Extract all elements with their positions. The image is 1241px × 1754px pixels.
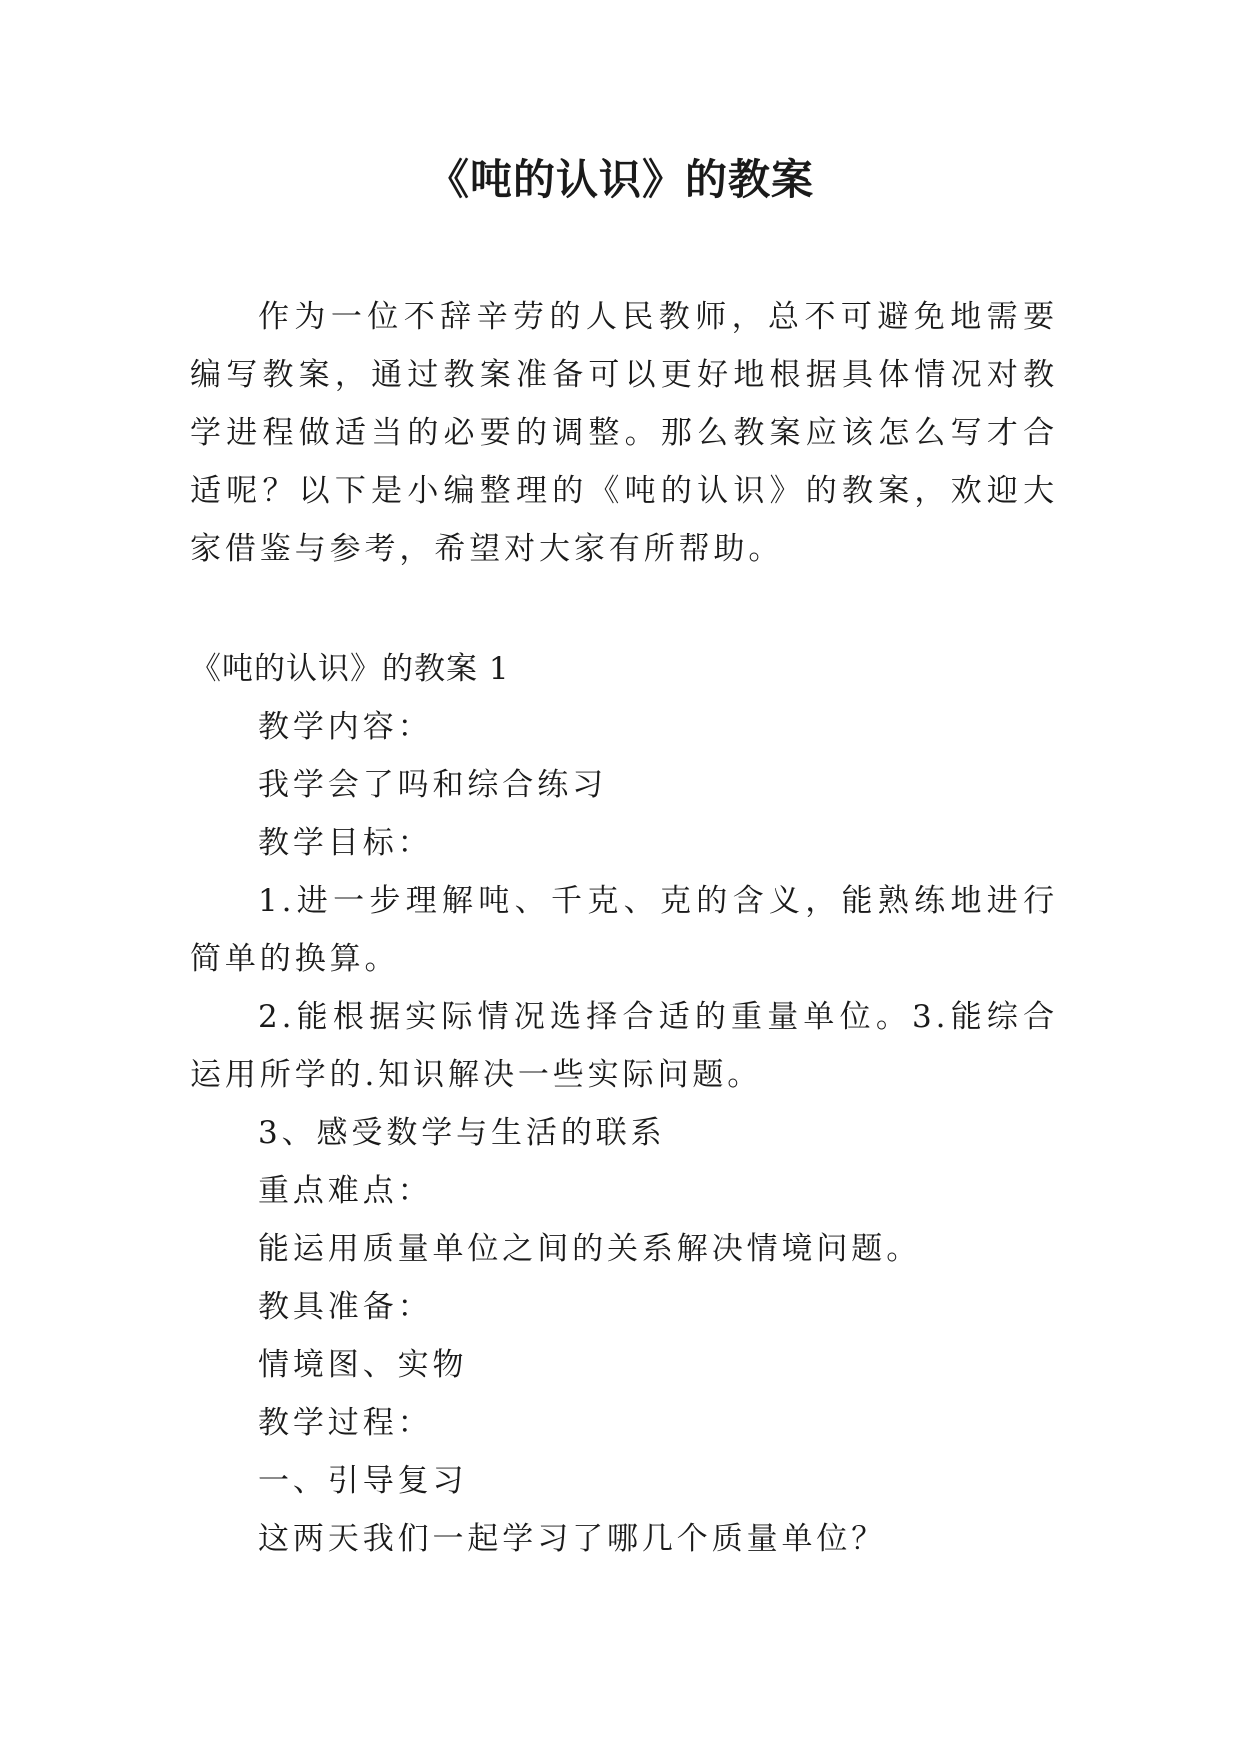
process-step-1-question: 这两天我们一起学习了哪几个质量单位？ <box>258 1521 887 1557</box>
teaching-content-text: 我学会了吗和综合练习 <box>258 767 607 803</box>
teaching-aids-text: 情境图、实物 <box>258 1347 468 1383</box>
key-difficulties-text: 能运用质量单位之间的关系解决情境问题。 <box>258 1231 922 1267</box>
goal-item-2: 2.能根据实际情况选择合适的重量单位。3.能综合运用所学的.知识解决一些实际问题。 <box>190 999 1058 1093</box>
label-teaching-aids: 教具准备： <box>258 1289 433 1325</box>
label-teaching-process: 教学过程： <box>258 1405 433 1441</box>
goal-item-1: 1.进一步理解吨、千克、克的含义，能熟练地进行简单的换算。 <box>190 883 1058 977</box>
section-heading: 《吨的认识》的教案 1 <box>190 651 510 687</box>
lesson-body <box>190 698 1058 1568</box>
label-teaching-content: 教学内容： <box>258 709 433 745</box>
label-key-difficulties: 重点难点： <box>258 1173 433 1209</box>
label-teaching-goals: 教学目标： <box>258 825 433 861</box>
goal-item-3: 3、感受数学与生活的联系 <box>258 1115 666 1151</box>
document-title: 《吨的认识》的教案 <box>426 155 814 204</box>
process-step-1-heading: 一、引导复习 <box>258 1463 468 1499</box>
intro-paragraph: 作为一位不辞辛劳的人民教师，总不可避免地需要编写教案，通过教案准备可以更好地根据具体情况对教学进程做适当的必要的调整。那么教案应该怎么写才合适呢？以下是小编整理的《吨的认识》的教案，欢迎大家借鉴与参考，希望对大家有所帮助。 <box>190 299 1058 567</box>
